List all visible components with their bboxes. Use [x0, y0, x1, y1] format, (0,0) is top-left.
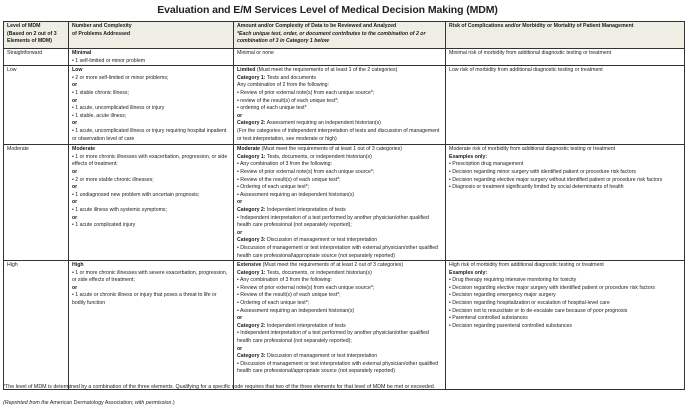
data-cell: Moderate (Must meet the requirements of at least 1 out of 3 categories) Category 1: Tests, documents, or independent historian(s) • Any combination of 3 from the following: • Review of prior external note(s) from each unique source*; • Review of the result(s) of each unique test*; • Ordering of each unique test*; • Assessment requiring an independent historian(s) or Category 2: Independent interpretation of tests • Independent interpretation of a test performed by another physician/other qualified health care professional (not separately reported); or Category 3: Discussion of management or test interpretation • Discussion of management or test interpretation with external physician/other qualified health care professional\appropriate source (not separately reported) [234, 145, 446, 261]
level-cell: Moderate [4, 145, 69, 261]
page-title: Evaluation and E/M Services Level of Medical Decision Making (MDM) [157, 4, 498, 16]
data-cell: Limited (Must meet the requirements of at least 1 of the 2 categories) Category 1: Tests and documents Any combination of 2 from the following: • Review of prior external note(s) from each unique source*; • review of the result(s) of each unique test*; • ordering of each unique test* or Category 2: Assessment requiring an independent historian(s) (For the categories of independent interpretation of tests and discussion of management or test interpretation, see moderate or high) [234, 66, 446, 145]
risk-cell: Minimal risk of morbidity from additional diagnostic testing or treatment [446, 49, 685, 66]
problems-cell: Low • 2 or more self-limited or minor problems; or • 1 stable chronic illness; or • 1 acute, uncomplicated illness or injury • 1 stable, acute illness; or • 1 acute, uncomplicated illness or injury requiring hospital inpatient or observation level of care [69, 66, 234, 145]
data-cell: Extensive (Must meet the requirements of at least 2 out of 3 categories) Category 1: Tests, documents, or independent historian(s) • Any combination of 3 from the following: • Review of prior external note(s) from each unique source*; • Review of the result(s) of each unique test*; • Ordering of each unique test*; • Assessment requiring an independent historian(s) or Category 2: Independent interpretation of tests • Independent interpretation of a test performed by another physician/other qualified health care professional (not separately reported); or Category 3: Discussion of management or test interpretation • Discussion of management or test interpretation with external physician/other qualified health care professional/appropriate source (not separately reported) [234, 261, 446, 390]
table-row-straightforward [4, 49, 685, 66]
risk-cell: High risk of morbidity from additional diagnostic testing or treatment Examples only: • Drug therapy requiring intensive monitoring for toxicity • Decision regarding elective major surgery with identified patient or procedure risk factors • Decision regarding emergency major surgery • Decision regarding hospitalization or escalation of hospital-level care • Decision not to resuscitate or to de-escalate care because of poor prognosis • Parenteral controlled substances • Decision regarding parenteral controlled substances [446, 261, 685, 390]
header-row [4, 22, 685, 49]
header-level: Level of MDM (Based on 2 out of 3 Elements of MDM) [4, 22, 69, 49]
mdm-table [3, 21, 685, 390]
level-cell: High [4, 261, 69, 390]
risk-cell: Low risk of morbidity from additional diagnostic testing or treatment [446, 66, 685, 145]
problems-cell: High • 1 or more chronic illnesses with severe exacerbation, progression, or side effects of treatment; or • 1 acute or chronic illness or injury that poses a threat to life or bodily function [69, 261, 234, 390]
problems-cell: Minimal • 1 self-limited or minor problem [69, 49, 234, 66]
footnote: *The level of MDM is determined by a combination of the three elements. Qualifying for a specific code requires that two of the three elements for that level of MDM be met or exceeded. [3, 384, 436, 390]
risk-cell: Moderate risk of morbidity from additional diagnostic testing or treatment Examples only: • Prescription drug management • Decision regarding minor surgery with identified patient or procedure risk factors • Decision regarding elective major surgery without identified patient or procedure risk factors • Diagnosis or treatment significantly limited by social determinants of health [446, 145, 685, 261]
data-cell: Minimal or none [234, 49, 446, 66]
header-data-note: *Each unique test, order, or document contributes to the combination of 2 or combination of 3 in Category 1 below [237, 30, 426, 45]
problems-cell: Moderate • 1 or more chronic illnesses with exacerbation, progression, or side effects of treatment; or • 2 or more stable chronic illnesses; or • 1 undiagnosed new problem with uncertain prognosis; or • 1 acute illness with systemic symptoms; or • 1 acute complicated injury [69, 145, 234, 261]
header-data: Amount and/or Complexity of Data to be Reviewed and Analyzed *Each unique test, order, or document contributes to the combination of 2 or combination of 3 in Category 1 below [234, 22, 446, 49]
table-row-high [4, 261, 685, 390]
header-risk: Risk of Complications and/or Morbidity or Mortality of Patient Management [446, 22, 685, 49]
level-cell: Straightforward [4, 49, 69, 66]
header-problems: Number and Complexity of Problems Addressed [69, 22, 234, 49]
level-cell: Low [4, 66, 69, 145]
table-row-low [4, 66, 685, 145]
reprint-credit: (Reprinted from the American Dermatology Association; with permission.) [3, 400, 175, 406]
table-row-moderate [4, 145, 685, 261]
